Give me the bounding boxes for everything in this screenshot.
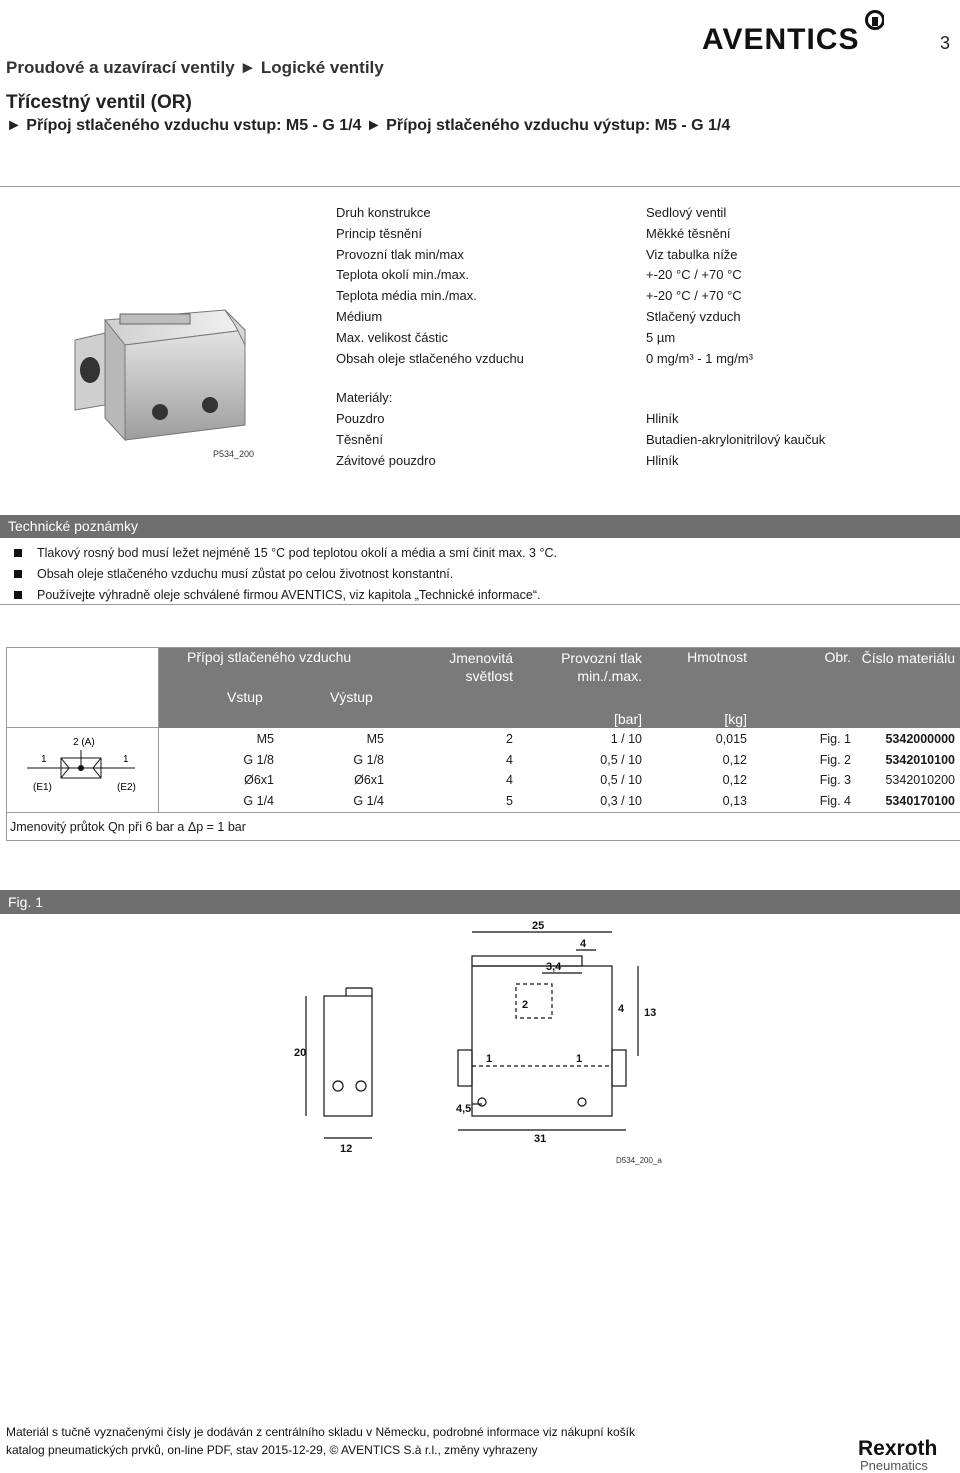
spec-label: Princip těsnění bbox=[336, 225, 422, 241]
material-row bbox=[336, 411, 936, 432]
cell-fig: Fig. 3 bbox=[819, 773, 851, 787]
symbol-right-num: 1 bbox=[123, 754, 129, 765]
table-row bbox=[7, 753, 960, 773]
th-connection: Přípoj stlačeného vzduchu bbox=[187, 649, 352, 665]
cell-inlet: M5 bbox=[256, 732, 274, 746]
material-row bbox=[336, 432, 936, 453]
materials-heading: Materiály: bbox=[336, 390, 393, 405]
dim-2: 2 bbox=[522, 999, 529, 1011]
dim-13: 13 bbox=[644, 1007, 657, 1019]
materials-list bbox=[336, 390, 936, 474]
cell-part: 5342010100 bbox=[885, 752, 955, 767]
product-photo bbox=[60, 300, 250, 470]
spec-list bbox=[336, 205, 936, 371]
cell-nominal: 5 bbox=[506, 793, 513, 808]
th-inlet: Vstup bbox=[227, 689, 263, 705]
material-value: Hliník bbox=[646, 411, 679, 426]
product-title: Třícestný ventil (OR) bbox=[6, 92, 192, 113]
material-label: Závitové pouzdro bbox=[336, 453, 436, 468]
spec-value: Stlačený vzduch bbox=[646, 308, 741, 324]
spec-row bbox=[336, 205, 936, 226]
logo-text: AVENTICS bbox=[702, 23, 860, 54]
spec-label: Teplota média min./max. bbox=[336, 288, 477, 304]
spec-row bbox=[336, 226, 936, 247]
cell-outlet: G 1/4 bbox=[353, 793, 384, 808]
th-weight: Hmotnost bbox=[687, 649, 747, 665]
spec-value: 0 mg/m³ - 1 mg/m³ bbox=[646, 350, 753, 366]
dim-1a: 1 bbox=[486, 1053, 493, 1065]
spec-label: Médium bbox=[336, 308, 383, 324]
dim-4v: 4 bbox=[618, 1003, 625, 1015]
cell-inlet: G 1/8 bbox=[243, 752, 274, 767]
symbol-right-port: (E2) bbox=[117, 782, 136, 793]
cell-outlet: M5 bbox=[366, 732, 384, 746]
table-divider bbox=[7, 812, 960, 813]
note-item bbox=[14, 542, 944, 563]
material-row bbox=[336, 453, 936, 474]
spec-label: Teplota okolí min./max. bbox=[336, 267, 469, 283]
cell-pressure: 1 / 10 bbox=[610, 732, 642, 746]
note-text: Používejte výhradně oleje schválené firmou AVENTICS, viz kapitola „Technické informace“. bbox=[37, 587, 541, 602]
th-part: Číslo materiálu bbox=[861, 650, 955, 666]
dimension-drawing bbox=[286, 916, 686, 1156]
cell-outlet: G 1/8 bbox=[353, 752, 384, 767]
cell-pressure: 0,3 / 10 bbox=[600, 793, 642, 808]
th-fig: Obr. bbox=[824, 649, 851, 665]
figure-label: Fig. 1 bbox=[8, 894, 44, 910]
cell-fig: Fig. 4 bbox=[819, 793, 851, 808]
th-pressure: Provozní tlak min./.max. bbox=[561, 650, 642, 684]
spec-row bbox=[336, 288, 936, 309]
cell-weight: 0,015 bbox=[715, 732, 747, 746]
spec-label: Provozní tlak min/max bbox=[336, 246, 464, 262]
spec-row bbox=[336, 330, 936, 351]
cell-weight: 0,12 bbox=[722, 773, 747, 787]
footer-line-2: katalog pneumatických prvků, on-line PDF, stav 2015-12-29, © AVENTICS S.à r.l., změny vyhrazeny bbox=[6, 1443, 538, 1457]
dim-25: 25 bbox=[532, 920, 545, 932]
material-label: Těsnění bbox=[336, 432, 383, 447]
aventics-logo bbox=[702, 8, 884, 54]
cell-fig: Fig. 2 bbox=[819, 752, 851, 767]
material-label: Pouzdro bbox=[336, 411, 385, 426]
spec-value: Viz tabulka níže bbox=[646, 246, 738, 262]
breadcrumb: Proudové a uzavírací ventily ► Logické ventily bbox=[6, 58, 384, 77]
spec-value: 5 µm bbox=[646, 329, 676, 345]
spec-label: Druh konstrukce bbox=[336, 205, 431, 220]
bullet-icon bbox=[14, 570, 22, 578]
spec-value: Měkké těsnění bbox=[646, 225, 731, 241]
spec-value: +-20 °C / +70 °C bbox=[646, 267, 742, 283]
dim-4-5: 4,5 bbox=[456, 1103, 472, 1115]
symbol-left-port: (E1) bbox=[33, 782, 52, 793]
th-weight-unit: [kg] bbox=[724, 711, 747, 727]
cell-outlet: Ø6x1 bbox=[354, 773, 384, 787]
photo-label: P534_200 bbox=[213, 449, 255, 459]
page-footer bbox=[6, 1423, 635, 1459]
spec-value: Sedlový ventil bbox=[646, 205, 727, 220]
dim-12: 12 bbox=[340, 1143, 353, 1155]
divider bbox=[0, 604, 960, 605]
dim-31: 31 bbox=[534, 1133, 547, 1145]
cell-pressure: 0,5 / 10 bbox=[600, 773, 642, 787]
table-header-band bbox=[159, 686, 960, 708]
spec-row bbox=[336, 351, 936, 372]
figure-heading bbox=[0, 890, 960, 914]
cell-nominal: 4 bbox=[506, 773, 513, 787]
symbol-port-top: 2 (A) bbox=[73, 737, 95, 748]
cell-part: 5342010200 bbox=[885, 773, 955, 787]
dim-4: 4 bbox=[580, 938, 587, 950]
cell-part: 5342000000 bbox=[885, 732, 955, 746]
spec-row bbox=[336, 309, 936, 330]
th-nominal: Jmenovitá světlost bbox=[449, 650, 513, 684]
cell-inlet: G 1/4 bbox=[243, 793, 274, 808]
note-item bbox=[14, 563, 944, 584]
spec-value: +-20 °C / +70 °C bbox=[646, 288, 742, 304]
table-row bbox=[7, 732, 960, 752]
bullet-icon bbox=[14, 591, 22, 599]
spec-row bbox=[336, 267, 936, 288]
th-pressure-unit: [bar] bbox=[613, 711, 642, 727]
note-item bbox=[14, 584, 944, 605]
cell-weight: 0,12 bbox=[722, 752, 747, 767]
spec-row bbox=[336, 247, 936, 268]
bullet-icon bbox=[14, 549, 22, 557]
table-row bbox=[7, 794, 960, 814]
notes-heading bbox=[0, 515, 960, 538]
table-footnote: Jmenovitý průtok Qn při 6 bar a Δp = 1 bar bbox=[10, 820, 246, 834]
pneumatics-label: Pneumatics bbox=[860, 1458, 928, 1473]
symbol-header-cell bbox=[7, 648, 159, 728]
rexroth-logo: Rexroth bbox=[858, 1437, 938, 1460]
th-outlet: Výstup bbox=[330, 689, 373, 705]
dim-3-4: 3,4 bbox=[546, 961, 562, 973]
dim-1b: 1 bbox=[576, 1053, 583, 1065]
cell-pressure: 0,5 / 10 bbox=[600, 752, 642, 767]
cell-nominal: 4 bbox=[506, 752, 513, 767]
material-value: Butadien-akrylonitrilový kaučuk bbox=[646, 432, 826, 447]
product-subtitle: ► Přípoj stlačeného vzduchu vstup: M5 - G 1/4 ► Přípoj stlačeného vzduchu výstup: M5 - G 1/4 bbox=[6, 117, 731, 134]
table-row bbox=[7, 773, 960, 793]
product-table bbox=[6, 647, 960, 841]
cell-weight: 0,13 bbox=[722, 793, 747, 808]
symbol-left-num: 1 bbox=[41, 754, 47, 765]
notes-list bbox=[14, 542, 944, 605]
notes-heading-text: Technické poznámky bbox=[8, 518, 138, 534]
divider bbox=[0, 186, 960, 187]
cell-inlet: Ø6x1 bbox=[244, 773, 274, 787]
spec-label: Max. velikost částic bbox=[336, 329, 448, 345]
dim-20: 20 bbox=[294, 1047, 307, 1059]
spec-label: Obsah oleje stlačeného vzduchu bbox=[336, 350, 524, 366]
cell-nominal: 2 bbox=[506, 732, 513, 746]
page-number: 3 bbox=[939, 33, 950, 53]
cell-part: 5340170100 bbox=[885, 793, 955, 808]
footer-line-1: Materiál s tučně vyznačenými čísly je dodáván z centrálního skladu v Německu, podrobné informace viz nákupní košík bbox=[6, 1425, 635, 1439]
note-text: Tlakový rosný bod musí ležet nejméně 15 °C pod teplotou okolí a média a smí činit max. 3 °C. bbox=[37, 545, 557, 560]
note-text: Obsah oleje stlačeného vzduchu musí zůstat po celou životnost konstantní. bbox=[37, 566, 454, 581]
material-value: Hliník bbox=[646, 453, 679, 468]
cell-fig: Fig. 1 bbox=[819, 732, 851, 746]
drawing-label: D534_200_a bbox=[616, 1156, 662, 1165]
